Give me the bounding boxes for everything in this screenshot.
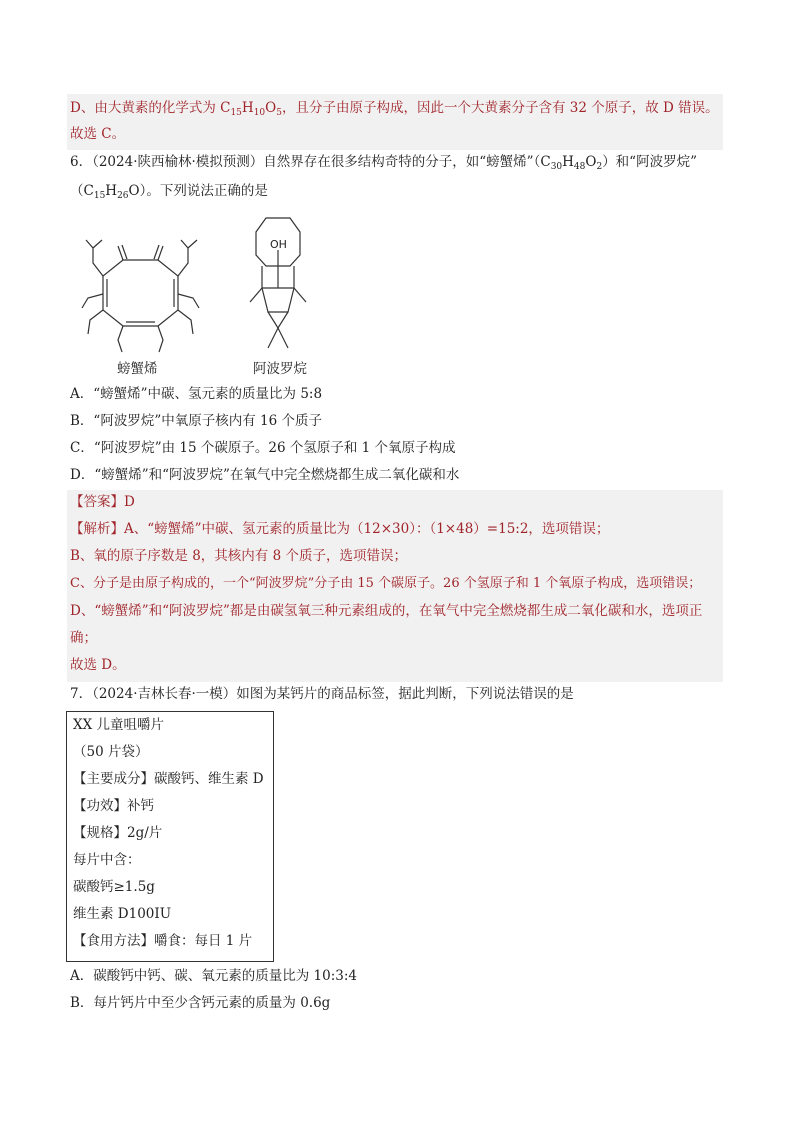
label-line-1: XX 儿童咀嚼片 — [73, 717, 165, 733]
product-label-box — [66, 711, 274, 962]
q6-analysis-d-line2: 确； — [70, 630, 97, 646]
label-line-3: 【主要成分】碳酸钙、维生素 D — [73, 771, 264, 787]
label-line-9: 【食用方法】嚼食：每日 1 片 — [73, 933, 253, 949]
apollane-caption: 阿波罗烷 — [253, 361, 307, 377]
q6-stem-line1: 6．（2024·陕西榆林·模拟预测）自然界存在很多结构奇特的分子，如“螃蟹烯$”(C_{30}H_{48}O_2)$和“阿波罗烷” — [70, 154, 697, 172]
label-line-6: 每片中含： — [73, 852, 141, 868]
q7-option-a: A．碳酸钙中钙、碳、氧元素的质量比为 10:3:4 — [70, 968, 357, 984]
q6-stem-line2: $(C_{15}H_{26}O)$。下列说法正确的是 — [70, 183, 268, 201]
q6-option-a: A．“螃蟹烯”中碳、氢元素的质量比为 5:8 — [70, 386, 323, 402]
prev-answer-choose: 故选 C。 — [70, 126, 126, 142]
label-line-8: 维生素 D100IU — [73, 906, 172, 922]
q7-stem: 7．（2024·吉林长春·一模）如图为某钙片的商品标签，据此判断，下列说法错误的是 — [70, 686, 574, 702]
apollane-structure-figure — [240, 210, 320, 360]
q6-analysis-d-line1: D、“螃蟹烯”和“阿波罗烷”都是由碳氢氧三种元素组成的，在氧气中完全燃烧都生成二氧化碳和水，选项正 — [70, 603, 703, 619]
q6-analysis-a: 【解析】A、“螃蟹烯”中碳、氢元素的质量比为（12×30）：（1×48）=15:2，选项错误； — [70, 521, 610, 537]
oh-label: OH — [270, 238, 287, 251]
q6-option-d: D．“螃蟹烯”和“阿波罗烷”在氧气中完全燃烧都生成二氧化碳和水 — [70, 467, 460, 483]
q6-option-b: B．“阿波罗烷”中氧原子核内有 16 个质子 — [70, 413, 322, 429]
q6-answer: 【答案】D — [70, 494, 135, 510]
label-line-7: 碳酸钙≥1.5g — [73, 879, 155, 895]
q6-choose: 故选 D。 — [70, 657, 126, 673]
q6-analysis-c: C、分子是由原子构成的，一个“阿波罗烷”分子由 15 个碳原子。26 个氢原子和 1 个氧原子构成，选项错误； — [70, 576, 702, 591]
crabene-structure-figure — [78, 218, 228, 358]
q7-option-b: B．每片钙片中至少含钙元素的质量为 0.6g — [70, 995, 331, 1011]
crabene-caption: 螃蟹烯 — [117, 361, 158, 377]
q6-option-c: C．“阿波罗烷”由 15 个碳原子。26 个氢原子和 1 个氧原子构成 — [70, 440, 456, 456]
q6-analysis-b: B、氧的原子序数是 8，其核内有 8 个质子，选项错误； — [70, 548, 407, 564]
label-line-4: 【功效】补钙 — [73, 798, 154, 814]
label-line-5: 【规格】2g/片 — [73, 825, 163, 841]
label-line-2: （50 片袋） — [73, 744, 149, 760]
prev-answer-d: D、由大黄素的化学式为 $C_{15}H_{10}O_5$，且分子由原子构成，因此一个大黄素分子含有 32 个原子，故 D 错误。 — [70, 100, 719, 118]
